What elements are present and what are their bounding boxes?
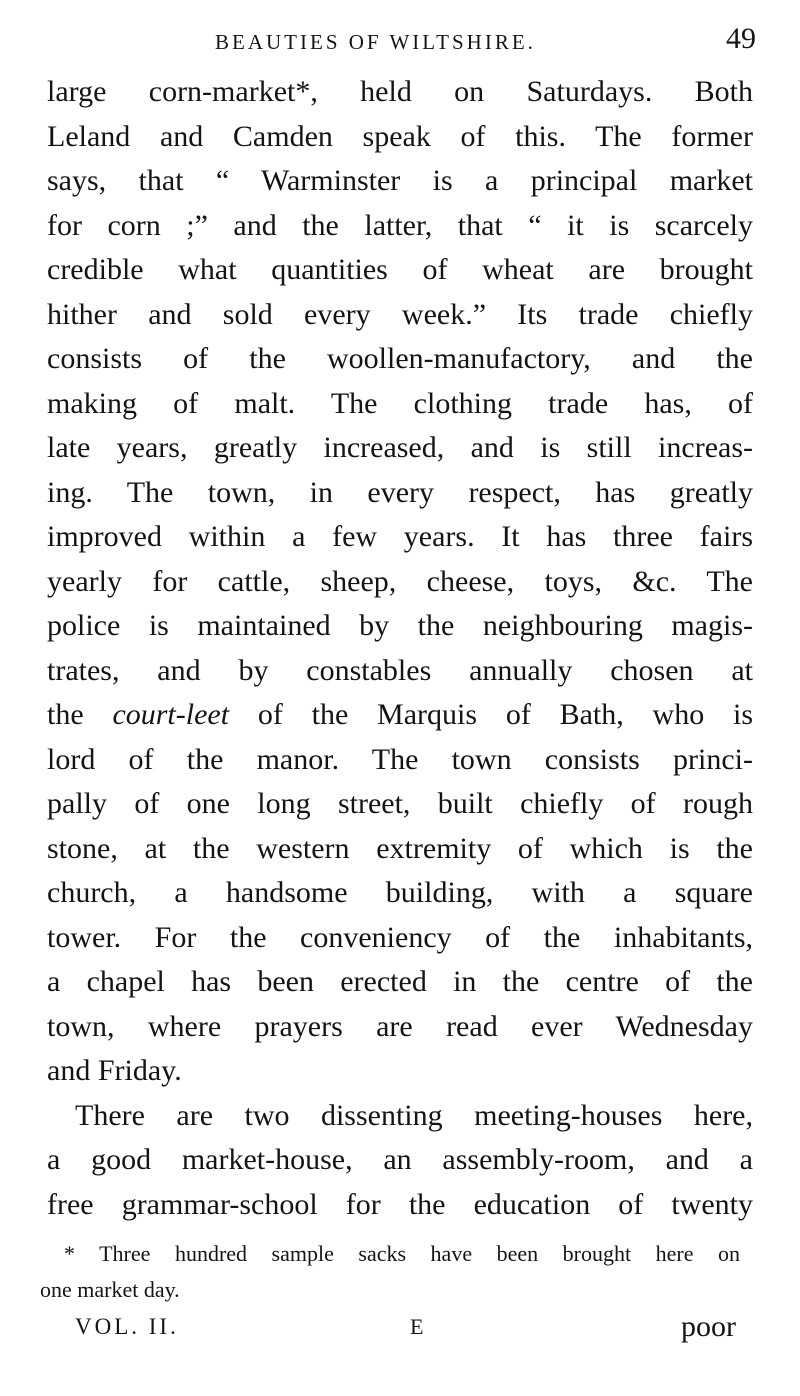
text-line: police is maintained by the neighbouring magis- bbox=[47, 609, 753, 642]
signature-mark: E bbox=[410, 1314, 424, 1339]
body-text bbox=[47, 70, 753, 1227]
text-line-paragraph-start: There are two dissenting meeting-houses here, bbox=[75, 1098, 753, 1132]
volume-label: VOL. II. bbox=[75, 1314, 179, 1339]
text-line: town, where prayers are read ever Wednesday bbox=[47, 1009, 753, 1043]
text-line: stone, at the western extremity of which is the bbox=[47, 831, 753, 865]
running-title: BEAUTIES OF WILTSHIRE. bbox=[215, 30, 536, 54]
text-line: pally of one long street, built chiefly of rough bbox=[47, 787, 753, 820]
text-line: credible what quantities of wheat are brought bbox=[47, 253, 753, 286]
text-line: says, that “ Warminster is a principal market bbox=[47, 164, 753, 197]
footnote-line: one market day. bbox=[40, 1277, 180, 1302]
text-line: hither and sold every week.” Its trade chiefly bbox=[47, 297, 753, 331]
text-line: tower. For the conveniency of the inhabitants, bbox=[47, 920, 753, 954]
text-line: lord of the manor. The town consists princi- bbox=[47, 742, 753, 776]
text-line: late years, greatly increased, and is still increas- bbox=[47, 431, 753, 464]
text-line: trates, and by constables annually chosen at bbox=[47, 653, 753, 687]
catchword: poor bbox=[681, 1310, 736, 1343]
text-line: consists of the woollen-manufactory, and the bbox=[47, 342, 753, 375]
line-segment: the bbox=[47, 698, 113, 731]
italic-court-leet: court-leet bbox=[112, 698, 230, 731]
running-head bbox=[0, 22, 800, 62]
text-line: church, a handsome building, with a square bbox=[47, 876, 753, 909]
text-line: a chapel has been erected in the centre of the bbox=[47, 965, 753, 998]
text-line: a good market-house, an assembly-room, and a bbox=[47, 1143, 753, 1176]
text-line-court-leet bbox=[47, 693, 753, 738]
text-line: making of malt. The clothing trade has, of bbox=[47, 386, 753, 420]
footnote bbox=[40, 1236, 740, 1308]
text-line-paragraph-end: and Friday. bbox=[47, 1054, 182, 1087]
text-line: for corn ;” and the latter, that “ it is scarcely bbox=[47, 208, 753, 242]
page-number: 49 bbox=[726, 22, 756, 55]
text-line: yearly for cattle, sheep, cheese, toys, &c. The bbox=[47, 564, 753, 598]
text-line: improved within a few years. It has three fairs bbox=[47, 520, 753, 553]
footnote-line: * Three hundred sample sacks have been brought here on bbox=[64, 1241, 740, 1266]
text-line: free grammar-school for the education of twenty bbox=[47, 1187, 753, 1221]
text-line: large corn-market*, held on Saturdays. Both bbox=[47, 75, 753, 108]
signature-line bbox=[0, 1310, 800, 1350]
text-line: ing. The town, in every respect, has greatly bbox=[47, 475, 753, 509]
text-line: Leland and Camden speak of this. The former bbox=[47, 119, 753, 153]
line-segment: of the Marquis of Bath, who is bbox=[229, 698, 753, 731]
